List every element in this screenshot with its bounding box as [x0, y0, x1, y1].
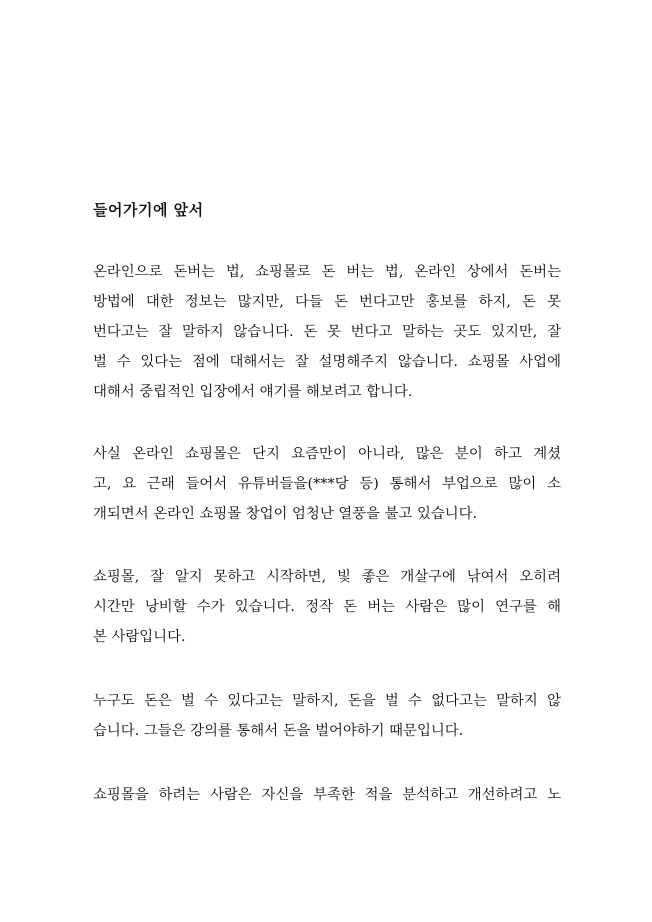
text-line: 대해서 중립적인 입장에서 얘기를 해보려고 합니다.	[93, 384, 413, 400]
text-line: 개되면서 온라인 쇼핑몰 창업이 엄청난 열풍을 불고 있습니다.	[93, 506, 478, 522]
paragraph-2	[93, 439, 561, 529]
text-line: 고, 요 근래 들어서 유튜버들을(***당 등) 통해서 부업으로 많이 소	[93, 476, 561, 492]
paragraph-1	[93, 257, 561, 407]
text-line: 벌 수 있다는 점에 대해서는 잘 설명해주지 않습니다. 쇼핑몰 사업에	[93, 354, 561, 370]
text-line: 쇼핑몰, 잘 알지 못하고 시작하면, 빛 좋은 개살구에 낚여서 오히려	[93, 569, 561, 585]
text-line: 습니다. 그들은 강의를 통해서 돈을 벌어야하기 때문입니다.	[93, 723, 464, 739]
text-line: 본 사람입니다.	[93, 629, 186, 645]
text-line: 번다고는 잘 말하지 않습니다. 돈 못 번다고 말하는 곳도 있지만, 잘	[93, 324, 561, 340]
paragraph-5	[93, 780, 561, 810]
text-line: 방법에 대한 정보는 많지만, 다들 돈 번다고만 홍보를 하지, 돈 못	[93, 294, 561, 310]
paragraph-3	[93, 562, 561, 652]
section-heading: 들어가기에 앞서	[93, 201, 204, 219]
text-line: 누구도 돈은 벌 수 있다고는 말하지, 돈을 벌 수 없다고는 말하지 않	[93, 693, 561, 709]
text-line: 쇼핑몰을 하려는 사람은 자신을 부족한 적을 분석하고 개선하려고 노	[93, 787, 561, 803]
text-line: 사실 온라인 쇼핑몰은 단지 요즘만이 아니라, 많은 분이 하고 계셨	[93, 446, 561, 462]
paragraph-4	[93, 686, 561, 746]
text-line: 온라인으로 돈버는 법, 쇼핑몰로 돈 버는 법, 온라인 상에서 돈버는	[93, 264, 561, 280]
text-line: 시간만 낭비할 수가 있습니다. 정작 돈 버는 사람은 많이 연구를 해	[93, 599, 561, 615]
